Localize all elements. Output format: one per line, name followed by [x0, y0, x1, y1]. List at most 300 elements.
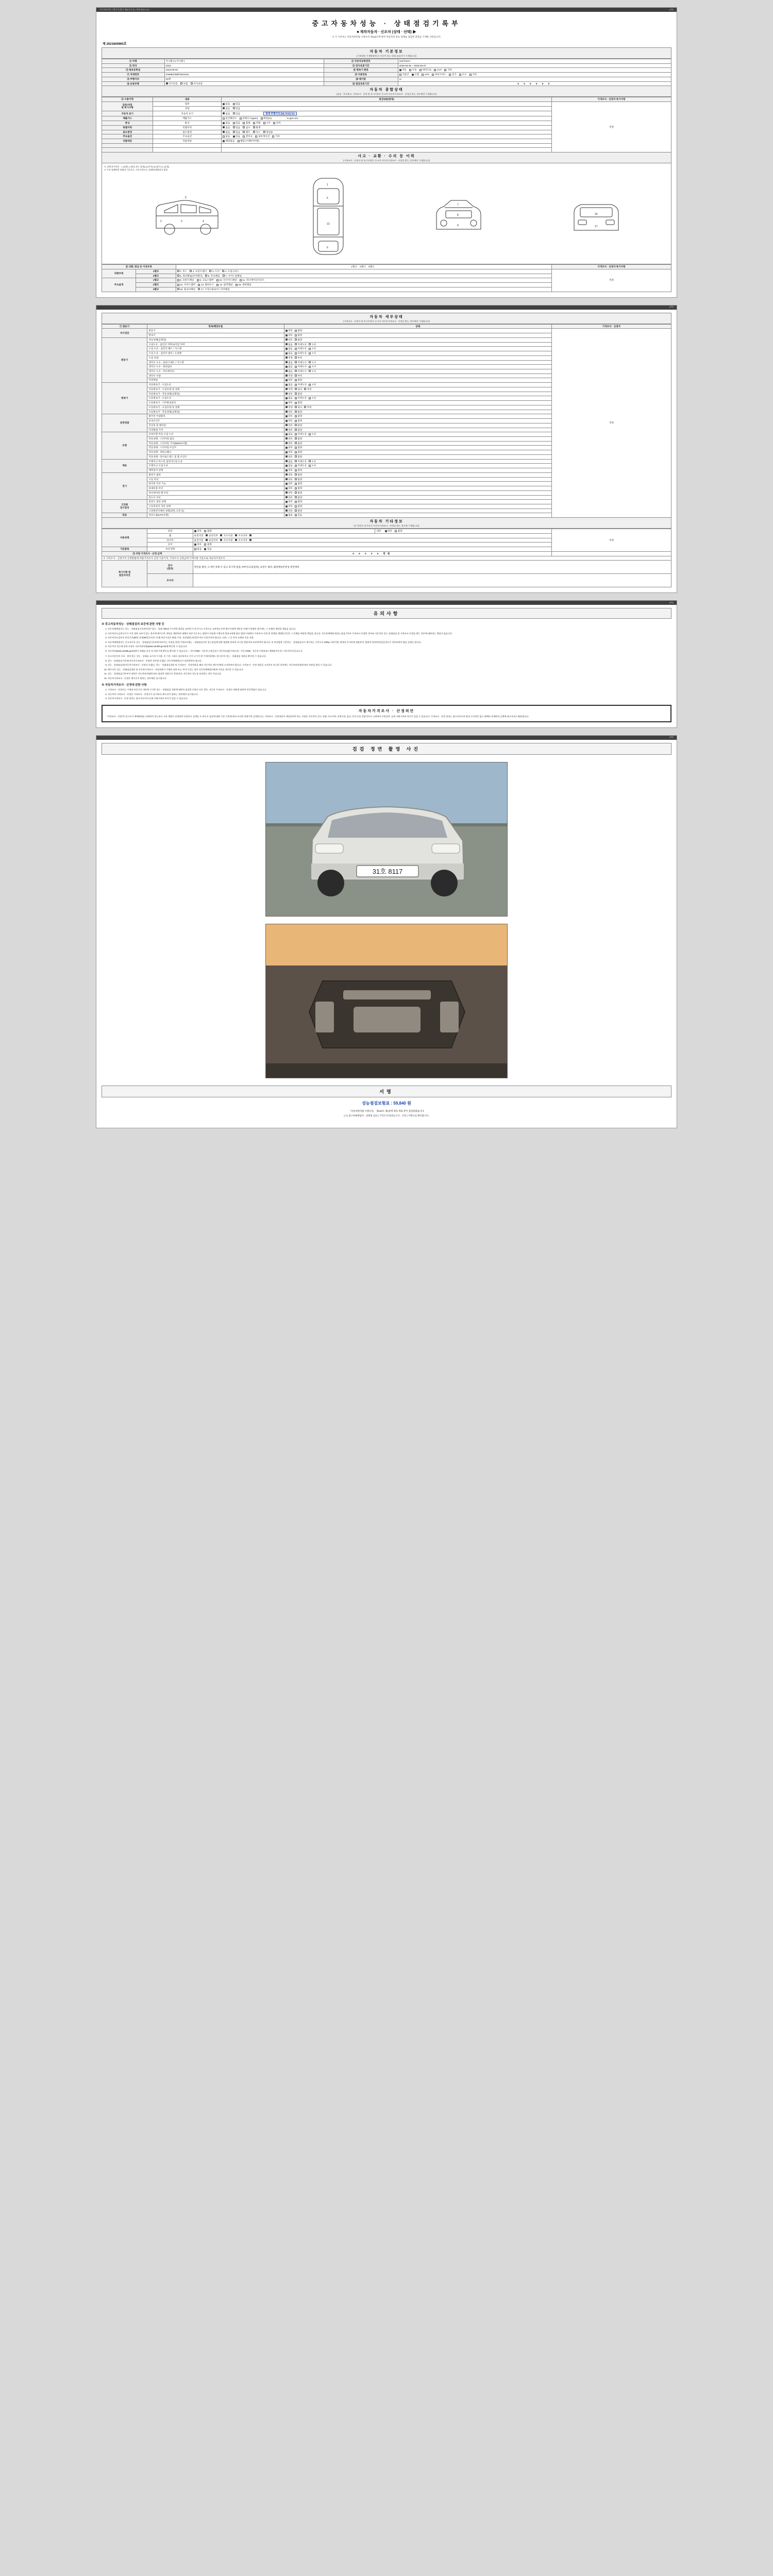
checkbox-icon[interactable]: [295, 514, 297, 516]
detail-option-누유[interactable]: 누유: [309, 464, 316, 467]
row-value-recall[interactable]: [222, 139, 552, 144]
value-inspection-period[interactable]: 2025-05-00 ~ 2026-05-07: [398, 63, 671, 68]
checkbox-icon[interactable]: [285, 352, 288, 354]
detail-option-불량[interactable]: 불량: [295, 492, 302, 495]
opt-uc-none[interactable]: 없음: [223, 131, 230, 134]
checkbox-icon[interactable]: [295, 366, 297, 368]
checkbox-icon[interactable]: [309, 370, 311, 372]
option-fuel-hybrid[interactable]: 하이브리드: [432, 73, 446, 76]
opt-tuning-illegal[interactable]: 불법: [243, 122, 250, 125]
opt-smoke[interactable]: 매연(%): [261, 117, 272, 120]
row-value-emissions[interactable]: [222, 116, 552, 121]
detail-item-state[interactable]: [284, 464, 551, 468]
checkbox-icon[interactable]: [295, 455, 297, 457]
opt-seizure-none[interactable]: 없음: [223, 103, 230, 106]
detail-option-미세누유[interactable]: 미세누유: [295, 343, 307, 346]
value-car-name[interactable]: 카니발 (뉴카니발 ): [164, 59, 324, 64]
detail-item-state[interactable]: [284, 454, 551, 459]
detail-option-미세누유[interactable]: 미세누유: [295, 397, 307, 400]
detail-option-양호[interactable]: 양호: [285, 401, 293, 404]
detail-item-state[interactable]: [284, 342, 551, 347]
checkbox-icon[interactable]: [285, 330, 288, 332]
part-5[interactable]: 5. 쿼터패널(리어펜더): [177, 275, 203, 278]
row-value-options[interactable]: [222, 134, 552, 139]
detail-option-양호[interactable]: 양호: [285, 334, 293, 337]
checkbox-icon[interactable]: [285, 478, 288, 480]
detail-option-불량[interactable]: 불량: [295, 429, 302, 432]
detail-item-state[interactable]: [284, 468, 551, 473]
etc-value-interior[interactable]: 내장 양호 불량: [375, 529, 552, 534]
value-year[interactable]: 2023: [164, 63, 324, 68]
part-4[interactable]: 4. 트렁크리드: [222, 270, 239, 273]
etc-value-possession[interactable]: [193, 547, 551, 552]
detail-item-state[interactable]: [284, 428, 551, 432]
opt-op-etc[interactable]: 기타: [272, 135, 279, 138]
value-vin[interactable]: KNMB378BPS021511: [164, 73, 324, 77]
checkbox-icon[interactable]: [295, 505, 297, 507]
row-value-odometer[interactable]: [222, 111, 552, 116]
checkbox-icon[interactable]: [295, 469, 297, 471]
appraiser-etc-note[interactable]: 적정: [551, 529, 671, 552]
option-fuel-hydrogen[interactable]: 수소: [459, 73, 466, 76]
detail-option-미세누유[interactable]: 미세누유: [295, 433, 307, 436]
detail-item-state[interactable]: [284, 436, 551, 441]
detail-item-state[interactable]: [284, 355, 551, 360]
detail-option-양호[interactable]: 양호: [285, 393, 293, 396]
opt-tuning-legal[interactable]: 적법: [253, 122, 260, 125]
checkbox-icon[interactable]: [285, 393, 288, 395]
detail-option-없음[interactable]: 없음: [285, 361, 293, 364]
detail-option-미세누유[interactable]: 미세누유: [295, 460, 307, 463]
detail-option-양호[interactable]: 양호: [285, 469, 293, 472]
detail-option-불량[interactable]: 불량: [295, 415, 302, 418]
checkbox-icon[interactable]: [309, 352, 311, 354]
checkbox-icon[interactable]: [304, 406, 306, 408]
option-trans-cvt[interactable]: CVT: [434, 69, 442, 72]
detail-option-양호[interactable]: 양호: [285, 411, 293, 414]
opt-ext-good[interactable]: 양호: [194, 530, 201, 533]
detail-option-불량[interactable]: 불량: [295, 510, 302, 513]
appraiser-overall-note[interactable]: 적정: [551, 102, 671, 152]
detail-item-state[interactable]: [284, 392, 551, 396]
part-6[interactable]: 6. 루프패널: [205, 275, 220, 278]
checkbox-icon[interactable]: [295, 501, 297, 503]
checkbox-icon[interactable]: [285, 469, 288, 471]
option-fuel-diesel[interactable]: 디젤: [412, 73, 419, 76]
detail-option-양호[interactable]: 양호: [285, 496, 293, 499]
opt-mortgage-none[interactable]: 없음: [223, 107, 230, 110]
opt-ext-bad[interactable]: 불량: [204, 530, 211, 533]
detail-option-미세누유[interactable]: 미세누유: [295, 464, 307, 467]
part-11[interactable]: 11. 라디에이터서포트: [240, 279, 264, 282]
detail-item-state[interactable]: [284, 401, 551, 405]
detail-option-있음[interactable]: 있음: [295, 514, 302, 517]
checkbox-icon[interactable]: [304, 388, 306, 390]
part-1[interactable]: 1. 후드: [177, 270, 187, 273]
detail-option-불량[interactable]: 불량: [295, 437, 302, 440]
detail-item-state[interactable]: [284, 419, 551, 423]
detail-option-과다[interactable]: 과다: [295, 406, 302, 409]
checkbox-icon[interactable]: [285, 437, 288, 439]
part-9[interactable]: 9. 크로스멤버: [197, 279, 214, 282]
checkbox-icon[interactable]: [285, 447, 288, 449]
detail-option-없음[interactable]: 없음: [285, 352, 293, 355]
checkbox-icon[interactable]: [285, 415, 288, 417]
opt-int-bad[interactable]: 불량: [395, 530, 402, 533]
detail-item-state[interactable]: [284, 482, 551, 486]
detail-option-불량[interactable]: 불량: [295, 442, 302, 445]
option-fuel-gasoline[interactable]: 가솔린: [399, 73, 409, 76]
checkbox-icon[interactable]: [295, 370, 297, 372]
detail-option-양호[interactable]: 양호: [285, 446, 293, 449]
detail-item-state[interactable]: [284, 504, 551, 509]
checkbox-icon[interactable]: [285, 402, 288, 404]
detail-item-state[interactable]: [284, 410, 551, 414]
checkbox-icon[interactable]: [295, 334, 297, 336]
detail-option-불량[interactable]: 불량: [295, 379, 302, 382]
part-7[interactable]: 7. 사이드실패널: [223, 275, 242, 278]
detail-item-state[interactable]: [284, 472, 551, 477]
checkbox-icon[interactable]: [285, 366, 288, 368]
option-trans-etc[interactable]: 기타: [444, 69, 451, 72]
checkbox-icon[interactable]: [295, 352, 297, 354]
opt-poss-yes[interactable]: 있음: [204, 548, 211, 551]
detail-option-없음[interactable]: 없음: [285, 460, 293, 463]
opt-odo-none[interactable]: 없음: [223, 112, 230, 115]
detail-option-미세누유[interactable]: 미세누유: [295, 347, 307, 350]
detail-item-state[interactable]: [284, 486, 551, 491]
opt-co[interactable]: 일산화탄소: [223, 117, 237, 120]
checkbox-icon[interactable]: [295, 379, 297, 381]
opt-int-good[interactable]: 양호: [385, 530, 392, 533]
detail-item-state[interactable]: [284, 337, 551, 342]
detail-option-없음[interactable]: 없음: [285, 343, 293, 346]
checkbox-icon[interactable]: [295, 375, 297, 377]
detail-option-양호[interactable]: 양호: [285, 451, 293, 454]
detail-option-적정[interactable]: 적정: [285, 388, 293, 391]
opt-glass-good[interactable]: 양호: [194, 543, 201, 546]
checkbox-icon[interactable]: [285, 406, 288, 408]
detail-option-양호[interactable]: 양호: [285, 419, 293, 422]
checkbox-icon[interactable]: [295, 415, 297, 417]
detail-option-부족[interactable]: 부족: [295, 357, 302, 360]
detail-item-state[interactable]: [284, 450, 551, 455]
detail-option-양호[interactable]: 양호: [285, 510, 293, 513]
part-3[interactable]: 3. 도어: [209, 270, 219, 273]
checkbox-icon[interactable]: [309, 384, 311, 386]
detail-option-없음[interactable]: 없음: [285, 347, 293, 350]
special-note-text2[interactable]: [193, 574, 671, 587]
detail-option-없음[interactable]: 없음: [285, 433, 293, 436]
detail-item-state[interactable]: [284, 347, 551, 351]
detail-option-불량[interactable]: 불량: [295, 411, 302, 414]
detail-option-부족[interactable]: 부족: [304, 388, 311, 391]
opt-recall-yes[interactable]: 해당 (이행/미이행): [238, 140, 259, 143]
detail-item-state[interactable]: [284, 396, 551, 401]
opt-seizure-yes[interactable]: 있음: [233, 103, 240, 106]
checkbox-icon[interactable]: [285, 357, 288, 359]
checkbox-icon[interactable]: [295, 492, 297, 494]
opt-op-nav[interactable]: 내비게이션: [255, 135, 270, 138]
opt-tuning-yes[interactable]: 있음: [233, 122, 240, 125]
checkbox-icon[interactable]: [285, 338, 288, 341]
detail-item-state[interactable]: [284, 414, 551, 419]
detail-item-state[interactable]: [284, 333, 551, 338]
detail-item-state[interactable]: [284, 387, 551, 392]
detail-option-누유[interactable]: 누유: [309, 352, 316, 355]
etc-value-glass[interactable]: [193, 543, 551, 547]
checkbox-icon[interactable]: [285, 505, 288, 507]
option-fuel-ev[interactable]: 전기: [449, 73, 456, 76]
row-value-seizure[interactable]: [222, 102, 552, 107]
opt-sh-flood[interactable]: 침수: [243, 126, 250, 129]
checkbox-icon[interactable]: [285, 473, 288, 476]
value-fuel[interactable]: [398, 73, 671, 77]
detail-option-불량[interactable]: 불량: [295, 424, 302, 427]
option-warranty-own[interactable]: 자가보증: [191, 82, 203, 86]
row-value-usage-change[interactable]: [222, 130, 552, 134]
opt-tuning-structure[interactable]: 구조: [263, 122, 271, 125]
part-13[interactable]: 13. 휠하우스: [198, 283, 214, 286]
checkbox-icon[interactable]: [295, 496, 297, 498]
detail-option-불량[interactable]: 불량: [295, 473, 302, 477]
detail-option-양호[interactable]: 양호: [285, 442, 293, 445]
detail-option-양호[interactable]: 양호: [285, 329, 293, 332]
checkbox-icon[interactable]: [309, 460, 311, 462]
checkbox-icon[interactable]: [295, 447, 297, 449]
part-2[interactable]: 2. 프론트펜더: [190, 270, 207, 273]
opt-sh-fire[interactable]: 화재: [253, 126, 260, 129]
checkbox-icon[interactable]: [285, 442, 288, 444]
detail-item-state[interactable]: [284, 509, 551, 513]
detail-option-부족[interactable]: 부족: [304, 406, 311, 409]
part-10[interactable]: 10. 인사이드패널: [216, 279, 237, 282]
detail-option-양호[interactable]: 양호: [285, 437, 293, 440]
checkbox-icon[interactable]: [285, 460, 288, 462]
checkbox-icon[interactable]: [285, 487, 288, 489]
detail-option-불량[interactable]: 불량: [295, 455, 302, 459]
appraiser-accident-note[interactable]: 적정: [551, 269, 671, 292]
detail-option-적정[interactable]: 적정: [285, 406, 293, 409]
opt-op-sunroof[interactable]: 썬루프: [243, 135, 253, 138]
checkbox-icon[interactable]: [295, 451, 297, 453]
detail-option-미세누수[interactable]: 미세누수: [295, 370, 307, 373]
frame-parts-1[interactable]: [176, 278, 551, 283]
detail-item-state[interactable]: [284, 383, 551, 387]
opt-uc-business[interactable]: 영업용: [263, 131, 273, 134]
checkbox-icon[interactable]: [295, 388, 297, 390]
part-12[interactable]: 12. 사이드멤버: [177, 283, 195, 286]
checkbox-icon[interactable]: [285, 343, 288, 345]
checkbox-icon[interactable]: [285, 388, 288, 390]
checkbox-icon[interactable]: [309, 361, 311, 363]
special-note-text[interactable]: 엔진룸 클린, 도색된 상태 수 있고 효기게 점검, PP/아크리(실퍼), 프론트 범퍼, 월장페널부분성 엔진에비.: [193, 561, 671, 574]
detail-item-state[interactable]: [284, 365, 551, 369]
checkbox-icon[interactable]: [285, 424, 288, 426]
checkbox-icon[interactable]: [285, 433, 288, 435]
checkbox-icon[interactable]: [295, 330, 297, 332]
checkbox-icon[interactable]: [295, 433, 297, 435]
detail-option-불량[interactable]: 불량: [295, 419, 302, 422]
detail-option-없음[interactable]: 없음: [285, 514, 293, 517]
opt-tuning-device[interactable]: 장치: [273, 122, 280, 125]
checkbox-icon[interactable]: [285, 375, 288, 377]
checkbox-icon[interactable]: [295, 338, 297, 341]
checkbox-icon[interactable]: [285, 348, 288, 350]
detail-option-없음[interactable]: 없음: [285, 370, 293, 373]
checkbox-icon[interactable]: [285, 492, 288, 494]
opt-poss-none[interactable]: 없음: [194, 548, 201, 551]
checkbox-icon[interactable]: [285, 483, 288, 485]
detail-option-불량[interactable]: 불량: [295, 393, 302, 396]
option-warranty-ins[interactable]: 보험: [180, 82, 188, 86]
price-row-value[interactable]: 0 0 0 0 0 만원: [193, 551, 551, 556]
detail-option-불량[interactable]: 불량: [295, 329, 302, 332]
checkbox-icon[interactable]: [285, 379, 288, 381]
detail-option-적정[interactable]: 적정: [285, 375, 293, 378]
checkbox-icon[interactable]: [285, 429, 288, 431]
detail-option-양호[interactable]: 양호: [285, 415, 293, 418]
emissions-values[interactable]: % ppm 2%: [287, 117, 298, 120]
value-first-reg[interactable]: 2023-05-00: [164, 68, 324, 73]
detail-option-없음[interactable]: 없음: [285, 383, 293, 386]
detail-item-state[interactable]: [284, 405, 551, 410]
value-mileage[interactable]: 04베: [164, 77, 324, 81]
checkbox-icon[interactable]: [295, 478, 297, 480]
part-8[interactable]: 8. 프론트패널: [177, 279, 194, 282]
price-row-appraiser[interactable]: [551, 551, 671, 556]
detail-option-불량[interactable]: 불량: [295, 451, 302, 454]
detail-option-양호[interactable]: 양호: [285, 429, 293, 432]
detail-item-state[interactable]: [284, 495, 551, 500]
detail-option-미세누유[interactable]: 미세누유: [295, 383, 307, 386]
detail-item-state[interactable]: [284, 513, 551, 518]
detail-item-state[interactable]: [284, 446, 551, 450]
detail-item-state[interactable]: [284, 351, 551, 356]
etc-value-exterior[interactable]: [193, 529, 375, 534]
checkbox-icon[interactable]: [295, 393, 297, 395]
detail-option-양호[interactable]: 양호: [285, 473, 293, 477]
checkbox-icon[interactable]: [285, 397, 288, 399]
checkbox-icon[interactable]: [285, 510, 288, 512]
checkbox-icon[interactable]: [295, 437, 297, 439]
checkbox-icon[interactable]: [295, 465, 297, 467]
detail-option-양호[interactable]: 양호: [285, 487, 293, 490]
checkbox-icon[interactable]: [309, 343, 311, 345]
detail-option-누유[interactable]: 누유: [309, 347, 316, 350]
part-15[interactable]: 15. 대쉬패널: [236, 283, 251, 286]
detail-item-state[interactable]: [284, 378, 551, 383]
part-17[interactable]: 17. 트렁크플로어 / 리어패널: [198, 288, 229, 291]
detail-item-state[interactable]: [284, 441, 551, 446]
opt-uc-lease[interactable]: 리스: [253, 131, 260, 134]
opt-mortgage-yes[interactable]: 있음: [233, 107, 240, 110]
etc-value-wheel[interactable]: 운전석전 운전석후 조수석전 조수석후: [193, 533, 551, 538]
value-warranty[interactable]: [164, 81, 324, 86]
opt-hc[interactable]: 탄화수소(ppm): [240, 117, 258, 120]
detail-item-state[interactable]: [284, 360, 551, 365]
detail-item-state[interactable]: [284, 490, 551, 495]
detail-option-불량[interactable]: 불량: [295, 487, 302, 490]
option-fuel-etc[interactable]: 기타: [469, 73, 477, 76]
detail-option-양호[interactable]: 양호: [285, 338, 293, 342]
checkbox-icon[interactable]: [295, 473, 297, 476]
checkbox-icon[interactable]: [285, 370, 288, 372]
detail-option-불량[interactable]: 불량: [295, 469, 302, 472]
checkbox-icon[interactable]: [295, 424, 297, 426]
checkbox-icon[interactable]: [295, 460, 297, 462]
etc-value-tire[interactable]: 운전석전 운전석후 조수석전 조수석후: [193, 538, 551, 543]
checkbox-icon[interactable]: [295, 348, 297, 350]
checkbox-icon[interactable]: [295, 429, 297, 431]
detail-option-미세누유[interactable]: 미세누유: [295, 352, 307, 355]
detail-option-양호[interactable]: 양호: [285, 500, 293, 503]
checkbox-icon[interactable]: [295, 487, 297, 489]
detail-option-양호[interactable]: 양호: [285, 455, 293, 459]
detail-option-양호[interactable]: 양호: [285, 505, 293, 508]
checkbox-icon[interactable]: [295, 402, 297, 404]
detail-option-누수[interactable]: 누수: [309, 370, 316, 373]
checkbox-icon[interactable]: [309, 433, 311, 435]
detail-item-state[interactable]: [284, 423, 551, 428]
opt-glass-bad[interactable]: 불량: [204, 543, 211, 546]
checkbox-icon[interactable]: [295, 361, 297, 363]
checkbox-icon[interactable]: [285, 465, 288, 467]
checkbox-icon[interactable]: [295, 406, 297, 408]
exterior-parts-2[interactable]: [176, 274, 551, 278]
opt-uc-rent[interactable]: 렌트: [243, 131, 250, 134]
checkbox-icon[interactable]: [295, 442, 297, 444]
row-value-special-history[interactable]: [222, 125, 552, 130]
checkbox-icon[interactable]: [285, 496, 288, 498]
checkbox-icon[interactable]: [285, 384, 288, 386]
checkbox-icon[interactable]: [285, 455, 288, 457]
option-trans-auto[interactable]: 자동: [399, 69, 407, 72]
detail-option-미세누수[interactable]: 미세누수: [295, 365, 307, 368]
detail-item-state[interactable]: [284, 374, 551, 378]
detail-item-state[interactable]: [284, 432, 551, 437]
detail-option-없음[interactable]: 없음: [285, 464, 293, 467]
checkbox-icon[interactable]: [285, 501, 288, 503]
detail-option-불량[interactable]: 불량: [295, 500, 302, 503]
checkbox-icon[interactable]: [309, 366, 311, 368]
detail-option-누수[interactable]: 누수: [309, 365, 316, 368]
opt-op-none[interactable]: 없음: [223, 135, 230, 138]
detail-item-state[interactable]: [284, 477, 551, 482]
opt-odo-yes[interactable]: 있음: [233, 112, 240, 115]
value-displacement[interactable]: cc: [398, 77, 671, 81]
opt-recall-na[interactable]: 해당없음: [223, 140, 234, 143]
detail-item-state[interactable]: [284, 329, 551, 333]
detail-option-누수[interactable]: 누수: [309, 361, 316, 364]
detail-option-부족[interactable]: 부족: [295, 375, 302, 378]
option-trans-manual[interactable]: 수동: [409, 69, 416, 72]
opt-tuning-none[interactable]: 없음: [223, 122, 230, 125]
checkbox-icon[interactable]: [295, 343, 297, 345]
detail-option-적정[interactable]: 적정: [285, 357, 293, 360]
option-trans-semi[interactable]: 세미오토: [419, 69, 431, 72]
detail-option-없음[interactable]: 없음: [285, 365, 293, 368]
detail-option-과다[interactable]: 과다: [295, 388, 302, 391]
opt-op-yes[interactable]: 있음: [233, 135, 240, 138]
opt-sh-none[interactable]: 없음: [223, 126, 230, 129]
checkbox-icon[interactable]: [285, 361, 288, 363]
appraiser-detail-note[interactable]: 적정: [551, 329, 671, 518]
detail-option-누유[interactable]: 누유: [309, 460, 316, 463]
detail-option-불량[interactable]: 불량: [295, 505, 302, 508]
checkbox-icon[interactable]: [285, 420, 288, 422]
detail-option-누유[interactable]: 누유: [309, 383, 316, 386]
